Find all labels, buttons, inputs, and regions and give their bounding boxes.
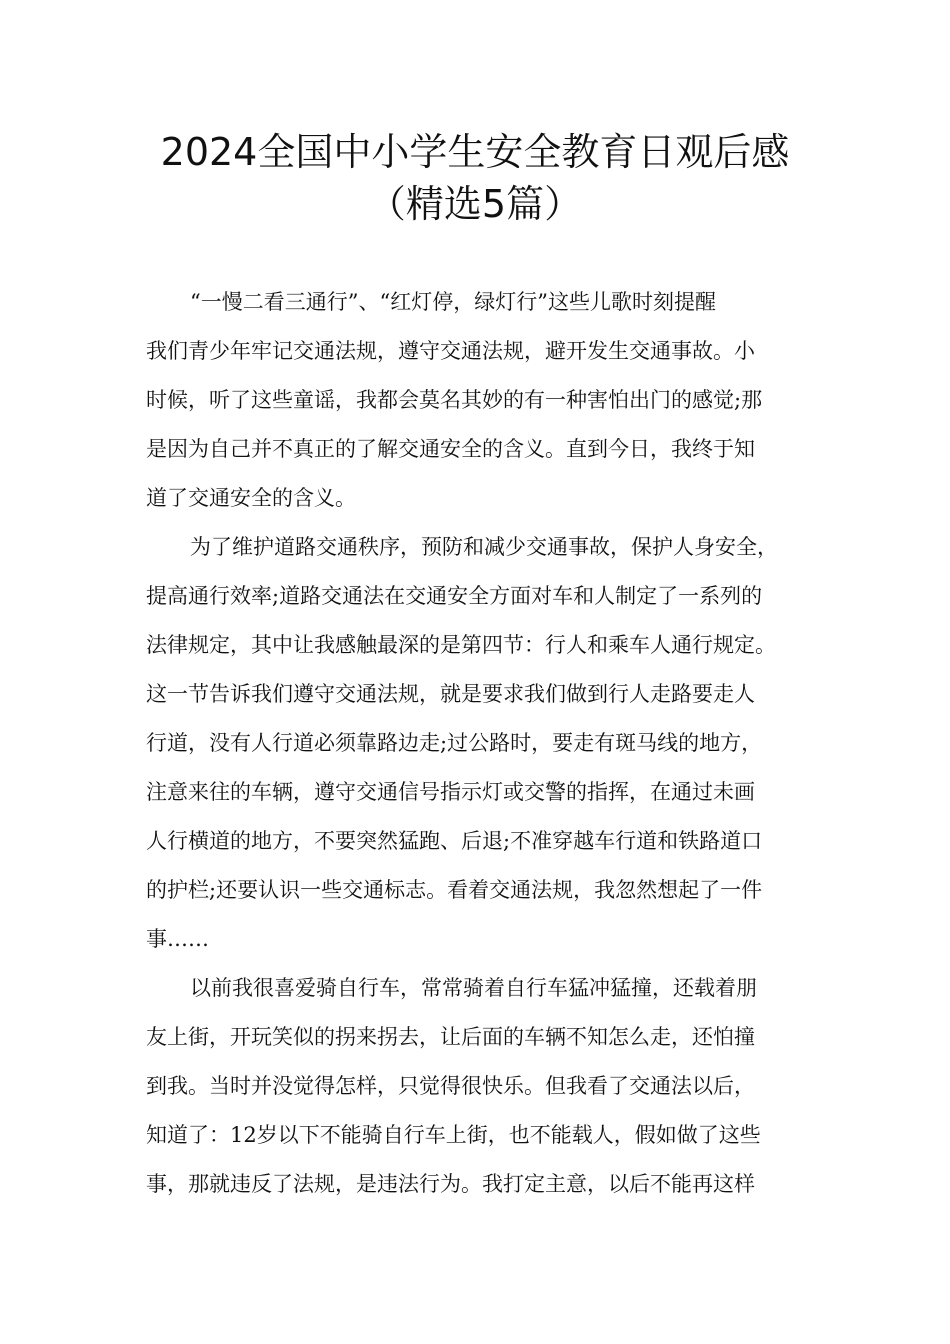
paragraph-line: 事，那就违反了法规，是违法行为。我打定主意，以后不能再这样 — [146, 1172, 755, 1196]
paragraph-2 — [146, 527, 806, 959]
paragraph-line: 人行横道的地方，不要突然猛跑、后退;不准穿越车行道和铁路道口 — [146, 829, 763, 853]
paragraph-line: 为了维护道路交通秩序，预防和减少交通事故，保护人身安全， — [190, 535, 778, 559]
title-line-1: 2024全国中小学生安全教育日观后感 — [160, 130, 790, 174]
paragraph-line: 知道了：12岁以下不能骑自行车上街，也不能载人，假如做了这些 — [146, 1123, 761, 1147]
paragraph-line: 法律规定，其中让我感触最深的是第四节：行人和乘车人通行规定。 — [146, 633, 776, 657]
paragraph-line: 以前我很喜爱骑自行车，常常骑着自行车猛冲猛撞，还载着朋 — [190, 976, 757, 1000]
paragraph-line: 道了交通安全的含义。 — [146, 486, 356, 510]
paragraph-line: 注意来往的车辆，遵守交通信号指示灯或交警的指挥，在通过未画 — [146, 780, 755, 804]
document-title — [0, 126, 950, 230]
paragraph-line: 友上街，开玩笑似的拐来拐去，让后面的车辆不知怎么走，还怕撞 — [146, 1025, 755, 1049]
paragraph-line: 行道，没有人行道必须靠路边走;过公路时，要走有斑马线的地方， — [146, 731, 763, 755]
paragraph-line: 我们青少年牢记交通法规，遵守交通法规，避开发生交通事故。小 — [146, 339, 755, 363]
paragraph-line: 提高通行效率;道路交通法在交通安全方面对车和人制定了一系列的 — [146, 584, 763, 608]
paragraph-line: “一慢二看三通行”、“红灯停，绿灯行”这些儿歌时刻提醒 — [190, 290, 716, 314]
paragraph-line: 事…… — [146, 927, 209, 951]
paragraph-line: 时候，听了这些童谣，我都会莫名其妙的有一种害怕出门的感觉;那 — [146, 388, 763, 412]
paragraph-3 — [146, 968, 806, 1204]
paragraph-line: 到我。当时并没觉得怎样，只觉得很快乐。但我看了交通法以后， — [146, 1074, 755, 1098]
paragraph-line: 是因为自己并不真正的了解交通安全的含义。直到今日，我终于知 — [146, 437, 755, 461]
title-line-2: （精选5篇） — [367, 182, 583, 226]
document-body — [146, 282, 806, 1213]
paragraph-1 — [146, 282, 806, 518]
paragraph-line: 的护栏;还要认识一些交通标志。看着交通法规，我忽然想起了一件 — [146, 878, 763, 902]
paragraph-line: 这一节告诉我们遵守交通法规，就是要求我们做到行人走路要走人 — [146, 682, 755, 706]
